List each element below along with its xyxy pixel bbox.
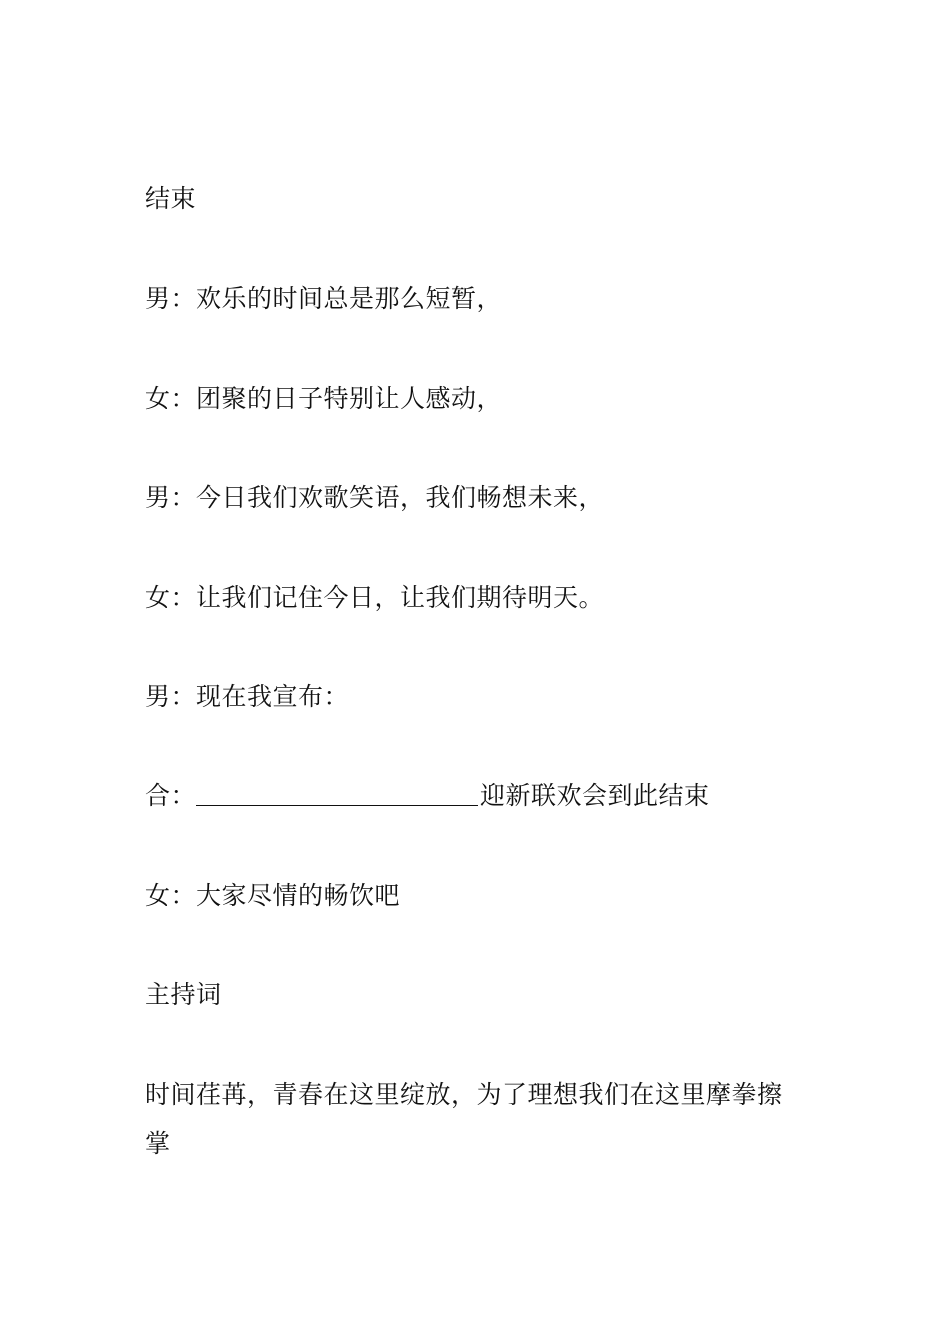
dialogue-line-female-2: 女：让我们记住今日，让我们期待明天。	[145, 583, 605, 612]
fill-in-blank	[196, 781, 478, 806]
dialogue-line-male-2: 男：今日我们欢歌笑语，我们畅想未来，	[145, 483, 605, 512]
together-suffix: 迎新联欢会到此结束	[480, 781, 710, 810]
dialogue-line-male-3: 男：现在我宣布：	[145, 682, 350, 711]
dialogue-line-male-1: 男：欢乐的时间总是那么短暂，	[145, 284, 503, 313]
together-prefix: 合：	[145, 781, 197, 810]
section-heading-host: 主持词	[145, 980, 222, 1009]
dialogue-line-female-3: 女：大家尽情的畅饮吧	[145, 881, 401, 910]
dialogue-line-female-1: 女：团聚的日子特别让人感动，	[145, 384, 503, 413]
paragraph-line-2: 掌	[145, 1129, 171, 1158]
section-heading-end: 结束	[145, 184, 197, 213]
dialogue-line-together	[145, 776, 710, 816]
paragraph-line-1: 时间荏苒，青春在这里绽放，为了理想我们在这里摩拳擦	[145, 1080, 783, 1109]
